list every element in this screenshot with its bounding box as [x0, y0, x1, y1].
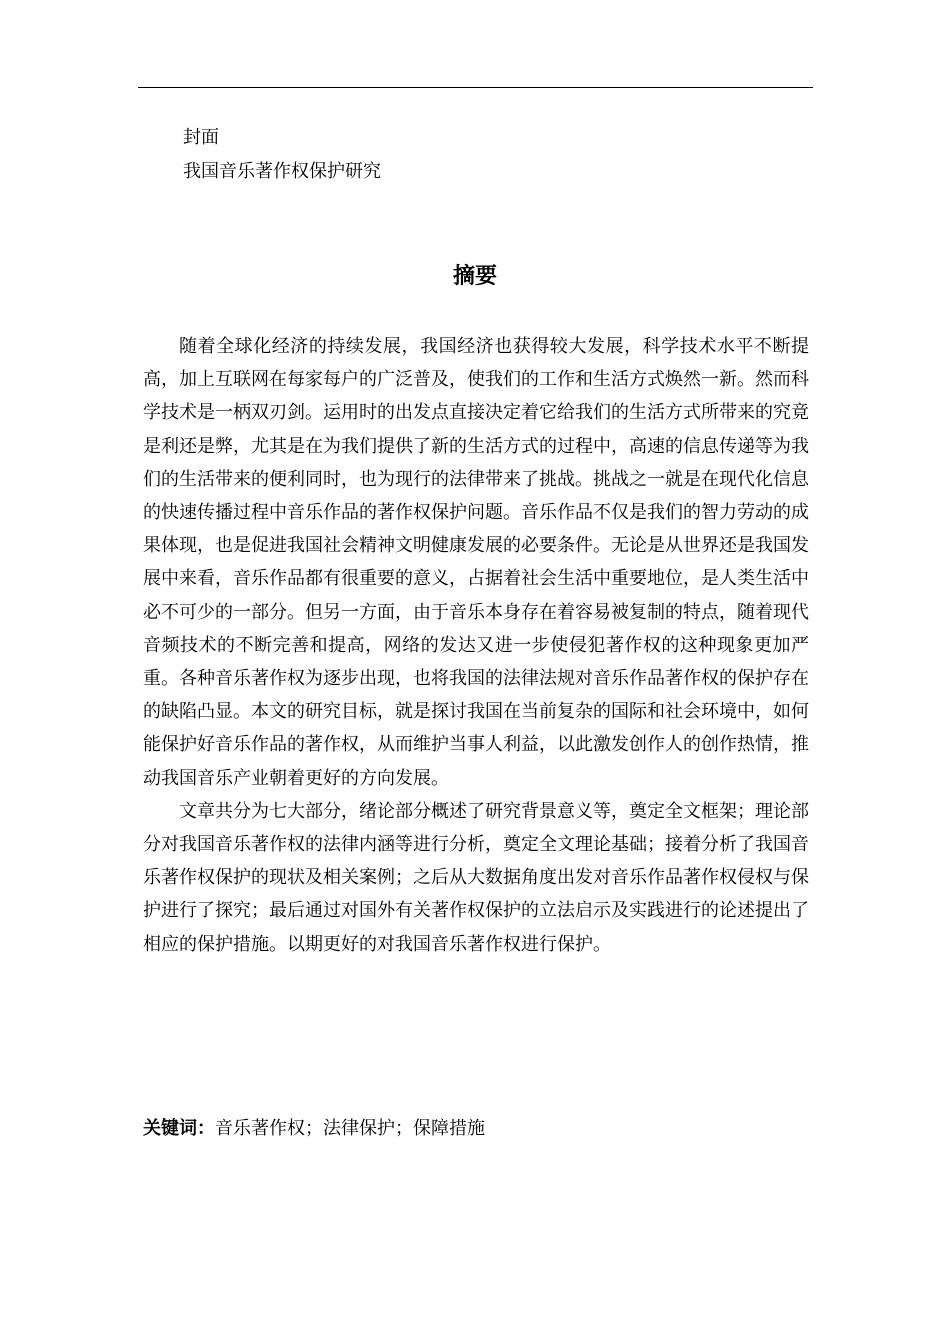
abstract-heading: 摘要: [452, 264, 497, 289]
document-title: 我国音乐著作权保护研究: [183, 161, 381, 182]
keywords-label: 关键词：: [143, 1118, 215, 1139]
abstract-paragraph-2: 文章共分为七大部分，绪论部分概述了研究背景意义等，奠定全文框架；理论部分对我国音乐著作权的法律内涵等进行分析，奠定全文理论基础；接着分析了我国音乐著作权保护的现状及相关案例；之后从大数据角度出发对音乐作品著作权侵权与保护进行了探究；最后通过对国外有关著作权保护的立法启示及实践进行的论述提出了相应的保护措施。以期更好的对我国音乐著作权进行保护。: [143, 800, 809, 955]
abstract-body: [143, 330, 809, 961]
header-rule: [138, 87, 813, 88]
abstract-paragraph-1: 随着全球化经济的持续发展，我国经济也获得较大发展，科学技术水平不断提高，加上互联网在每家每户的广泛普及，使我们的工作和生活方式焕然一新。然而科学技术是一柄双刃剑。运用时的出发点直接决定着它给我们的生活方式所带来的究竟是利还是弊，尤其是在为我们提供了新的生活方式的过程中，高速的信息传递等为我们的生活带来的便利同时，也为现行的法律带来了挑战。挑战之一就是在现代化信息的快速传播过程中音乐作品的著作权保护问题。音乐作品不仅是我们的智力劳动的成果体现，也是促进我国社会精神文明健康发展的必要条件。无论是从世界还是我国发展中来看，音乐作品都有很重要的意义，占据着社会生活中重要地位，是人类生活中必不可少的一部分。但另一方面，由于音乐本身存在着容易被复制的特点，随着现代音频技术的不断完善和提高，网络的发达又进一步使侵犯著作权的这种现象更加严重。各种音乐著作权为逐步出现，也将我国的法律法规对音乐作品著作权的保护存在的缺陷凸显。本文的研究目标，就是探讨我国在当前复杂的国际和社会环境中，如何能保护好音乐作品的著作权，从而维护当事人利益，以此激发创作人的创作热情，推动我国音乐产业朝着更好的方向发展。: [143, 336, 809, 789]
cover-label: 封面: [183, 127, 219, 148]
keywords-line: [143, 1115, 485, 1143]
keywords-value: 音乐著作权；法律保护；保障措施: [215, 1118, 485, 1139]
